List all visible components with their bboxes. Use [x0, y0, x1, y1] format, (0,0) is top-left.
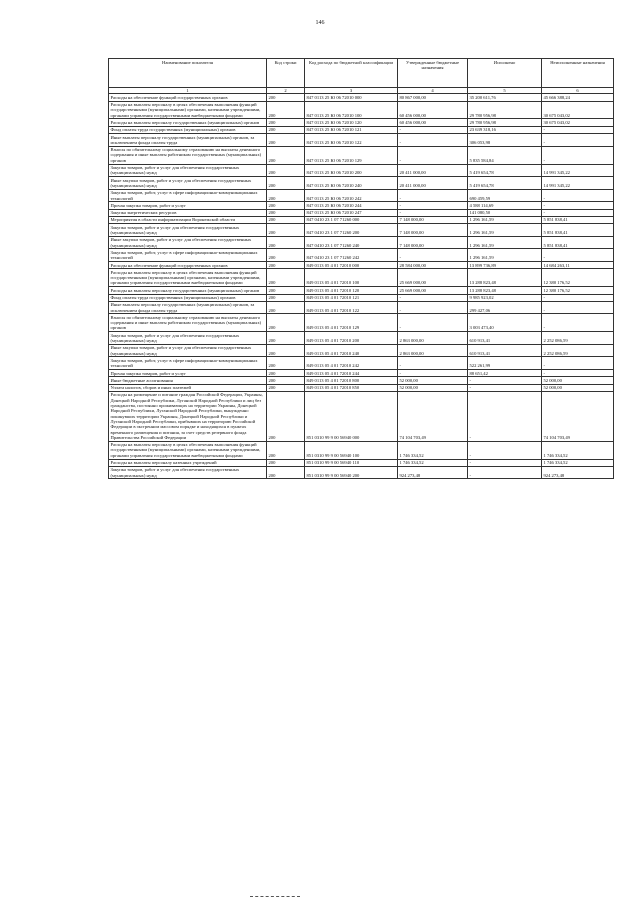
approved-amount-cell: 52 000,00 — [398, 377, 468, 384]
approved-amount-cell: 60 456 000,00 — [398, 101, 468, 119]
approved-amount-cell: - — [398, 294, 468, 301]
classification-code-cell: 847 0113 25 Ю 06 72010 129 — [305, 146, 398, 164]
line-code-cell: 200 — [267, 209, 305, 216]
table-row — [109, 357, 614, 370]
classification-code-cell: 849 0113 05 4 01 72010 100 — [305, 269, 398, 287]
executed-amount-cell: 610 913,41 — [468, 344, 542, 357]
table-row — [109, 146, 614, 164]
classification-code-cell: 847 0113 25 Ю 06 72010 121 — [305, 126, 398, 133]
line-code-cell: 200 — [267, 164, 305, 177]
approved-amount-cell: 7 148 000,00 — [398, 216, 468, 223]
indicator-name-cell: Взносы по обязательному социальному страхованию на выплаты денежного содержания и иные выплаты работникам государственных (муниципальных) органов — [109, 314, 267, 332]
classification-code-cell: 847 0410 23 1 07 71260 242 — [305, 249, 398, 262]
table-body — [109, 94, 614, 479]
classification-code-cell: 849 0113 05 4 01 72010 800 — [305, 377, 398, 384]
table-row — [109, 189, 614, 202]
indicator-name-cell: Закупка товаров, работ и услуг для обеспечения государственных (муниципальных) нужд — [109, 466, 267, 479]
table-row — [109, 177, 614, 190]
table-row — [109, 236, 614, 249]
line-code-cell: 200 — [267, 189, 305, 202]
line-code-cell: 200 — [267, 301, 305, 314]
indicator-name-cell: Расходы на выплаты персоналу государственных (муниципальных) органов — [109, 287, 267, 294]
remaining-amount-cell: 1 746 334,52 — [542, 459, 614, 466]
line-code-cell: 200 — [267, 269, 305, 287]
indicator-name-cell: Прочая закупка товаров, работ и услуг — [109, 370, 267, 377]
remaining-amount-cell: - — [542, 209, 614, 216]
remaining-amount-cell: - — [542, 189, 614, 202]
remaining-amount-cell: 12 380 176,52 — [542, 287, 614, 294]
line-code-cell: 200 — [267, 146, 305, 164]
remaining-amount-cell: 52 000,00 — [542, 384, 614, 391]
approved-amount-cell: 7 148 000,00 — [398, 224, 468, 237]
executed-amount-cell: 141 080,50 — [468, 209, 542, 216]
classification-code-cell: 851 0310 99 9 00 56940 100 — [305, 441, 398, 459]
line-code-cell: 200 — [267, 287, 305, 294]
indicator-name-cell: Иные выплаты персоналу государственных (муниципальных) органов, за исключением фонда оплаты труда — [109, 301, 267, 314]
column-index: 3 — [305, 88, 398, 94]
line-code-cell: 200 — [267, 332, 305, 345]
column-index: 1 — [109, 88, 267, 94]
executed-amount-cell: 3 003 473,40 — [468, 314, 542, 332]
table-row — [109, 344, 614, 357]
line-code-cell: 200 — [267, 236, 305, 249]
classification-code-cell: 849 0113 05 4 01 72010 244 — [305, 370, 398, 377]
indicator-name-cell: Фонд оплаты труда государственных (муниципальных) органов — [109, 294, 267, 301]
table-row — [109, 332, 614, 345]
executed-amount-cell: 299 427,06 — [468, 301, 542, 314]
table-row — [109, 466, 614, 479]
executed-amount-cell: 13 288 823,48 — [468, 287, 542, 294]
approved-amount-cell: - — [398, 301, 468, 314]
approved-amount-cell: 60 456 000,00 — [398, 119, 468, 126]
table-row — [109, 101, 614, 119]
approved-amount-cell: - — [398, 134, 468, 147]
indicator-name-cell: Закупка товаров, работ, услуг в сфере информационно-коммуникационных технологий — [109, 189, 267, 202]
executed-amount-cell: 29 780 956,98 — [468, 101, 542, 119]
classification-code-cell: 849 0113 05 4 01 72010 850 — [305, 384, 398, 391]
line-code-cell: 200 — [267, 202, 305, 209]
header-approved: Утвержденные бюджетные назначения — [398, 59, 468, 88]
executed-amount-cell: 4 588 114,69 — [468, 202, 542, 209]
approved-amount-cell: 28 584 000,00 — [398, 262, 468, 269]
indicator-name-cell: Закупка товаров, работ и услуг для обеспечения государственных (муниципальных) нужд — [109, 164, 267, 177]
header-budget-classification: Код расхода по бюджетной классификации — [305, 59, 398, 88]
table-row — [109, 294, 614, 301]
approved-amount-cell: 74 104 703,49 — [398, 391, 468, 441]
approved-amount-cell: 20 411 000,00 — [398, 164, 468, 177]
line-code-cell: 200 — [267, 294, 305, 301]
classification-code-cell: 849 0113 05 4 01 72010 129 — [305, 314, 398, 332]
indicator-name-cell: Иные бюджетные ассигнования — [109, 377, 267, 384]
executed-amount-cell: 35 200 611,76 — [468, 94, 542, 101]
executed-amount-cell: 610 913,41 — [468, 332, 542, 345]
classification-code-cell: 849 0113 05 4 01 72010 000 — [305, 262, 398, 269]
table-row — [109, 216, 614, 223]
approved-amount-cell: - — [398, 202, 468, 209]
indicator-name-cell: Мероприятия в области информатизации Воронежской области — [109, 216, 267, 223]
executed-amount-cell: 306 053,98 — [468, 134, 542, 147]
classification-code-cell: 849 0113 05 4 01 72010 122 — [305, 301, 398, 314]
line-code-cell: 200 — [267, 126, 305, 133]
approved-amount-cell: 20 411 000,00 — [398, 177, 468, 190]
table-row — [109, 314, 614, 332]
table-row — [109, 262, 614, 269]
remaining-amount-cell: 924 273,48 — [542, 466, 614, 479]
line-code-cell: 200 — [267, 459, 305, 466]
table-row — [109, 126, 614, 133]
remaining-amount-cell: 14 991 345,22 — [542, 164, 614, 177]
line-code-cell: 200 — [267, 377, 305, 384]
indicator-name-cell: Уплата налогов, сборов и иных платежей — [109, 384, 267, 391]
remaining-amount-cell: - — [542, 357, 614, 370]
table-header-row — [109, 59, 614, 88]
line-code-cell: 200 — [267, 224, 305, 237]
remaining-amount-cell: 30 675 043,02 — [542, 119, 614, 126]
executed-amount-cell: 13 288 823,48 — [468, 269, 542, 287]
line-code-cell: 200 — [267, 94, 305, 101]
header-line-code: Код строки — [267, 59, 305, 88]
table-row — [109, 391, 614, 441]
indicator-name-cell: Иные закупки товаров, работ и услуг для обеспечения государственных (муниципальных) нужд — [109, 344, 267, 357]
footer-divider — [250, 896, 300, 897]
classification-code-cell: 847 0113 25 Ю 06 72010 122 — [305, 134, 398, 147]
line-code-cell: 200 — [267, 314, 305, 332]
executed-amount-cell: - — [468, 377, 542, 384]
indicator-name-cell: Иные выплаты персоналу государственных (муниципальных) органов, за исключением фонда оплаты труда — [109, 134, 267, 147]
classification-code-cell: 851 0310 99 9 00 56940 000 — [305, 391, 398, 441]
executed-amount-cell: 1 296 161,59 — [468, 249, 542, 262]
indicator-name-cell: Фонд оплаты труда государственных (муниципальных) органов — [109, 126, 267, 133]
remaining-amount-cell: - — [542, 249, 614, 262]
classification-code-cell: 849 0113 05 4 01 72010 121 — [305, 294, 398, 301]
indicator-name-cell: Закупка товаров, работ и услуг для обеспечения государственных (муниципальных) нужд — [109, 332, 267, 345]
remaining-amount-cell: 5 851 838,41 — [542, 216, 614, 223]
executed-amount-cell: - — [468, 466, 542, 479]
approved-amount-cell: - — [398, 314, 468, 332]
indicator-name-cell: Иные закупки товаров, работ и услуг для обеспечения государственных (муниципальных) нужд — [109, 236, 267, 249]
classification-code-cell: 847 0113 25 Ю 06 72010 247 — [305, 209, 398, 216]
table-row — [109, 269, 614, 287]
page-number: 146 — [315, 20, 325, 26]
remaining-amount-cell: - — [542, 202, 614, 209]
indicator-name-cell: Взносы по обязательному социальному страхованию на выплаты денежного содержания и иные выплаты работникам государственных (муниципальных) органов — [109, 146, 267, 164]
line-code-cell: 200 — [267, 262, 305, 269]
remaining-amount-cell: 14 991 345,22 — [542, 177, 614, 190]
table-row — [109, 441, 614, 459]
executed-amount-cell: 23 639 318,16 — [468, 126, 542, 133]
table-row — [109, 134, 614, 147]
header-remaining: Неисполненные назначения — [542, 59, 614, 88]
line-code-cell: 200 — [267, 101, 305, 119]
indicator-name-cell: Закупка товаров, работ и услуг для обеспечения государственных (муниципальных) нужд — [109, 224, 267, 237]
remaining-amount-cell: 5 851 838,41 — [542, 224, 614, 237]
executed-amount-cell: 690 459,59 — [468, 189, 542, 202]
approved-amount-cell: - — [398, 189, 468, 202]
executed-amount-cell: - — [468, 384, 542, 391]
approved-amount-cell: 2 863 000,00 — [398, 332, 468, 345]
classification-code-cell: 851 0310 99 9 00 56940 200 — [305, 466, 398, 479]
header-executed: Исполнено — [468, 59, 542, 88]
line-code-cell: 200 — [267, 370, 305, 377]
indicator-name-cell: Расходы на выплаты персоналу в целях обеспечения выполнения функций государственными (муниципальными) органами, казенными учреждениями, органами управления государственными внебюджетными фондами — [109, 269, 267, 287]
executed-amount-cell: - — [468, 459, 542, 466]
column-index: 6 — [542, 88, 614, 94]
executed-amount-cell: 9 985 923,02 — [468, 294, 542, 301]
remaining-amount-cell: 30 675 043,02 — [542, 101, 614, 119]
table-row — [109, 94, 614, 101]
executed-amount-cell: 522 261,99 — [468, 357, 542, 370]
executed-amount-cell: 5 419 654,78 — [468, 177, 542, 190]
table-row — [109, 287, 614, 294]
remaining-amount-cell: 52 000,00 — [542, 377, 614, 384]
executed-amount-cell: 1 296 161,59 — [468, 224, 542, 237]
column-index: 5 — [468, 88, 542, 94]
classification-code-cell: 851 0310 99 9 00 56940 110 — [305, 459, 398, 466]
table-row — [109, 224, 614, 237]
remaining-amount-cell: 45 666 388,24 — [542, 94, 614, 101]
remaining-amount-cell: 1 746 334,52 — [542, 441, 614, 459]
approved-amount-cell: 25 669 000,00 — [398, 287, 468, 294]
executed-amount-cell: 88 651,42 — [468, 370, 542, 377]
executed-amount-cell: 1 296 161,59 — [468, 216, 542, 223]
executed-amount-cell: 5 419 654,78 — [468, 164, 542, 177]
remaining-amount-cell: - — [542, 314, 614, 332]
indicator-name-cell: Расходы на обеспечение функций государственных органов — [109, 94, 267, 101]
approved-amount-cell: - — [398, 126, 468, 133]
indicator-name-cell: Расходы на выплаты персоналу в целях обеспечения выполнения функций государственными (муниципальными) органами, казенными учреждениями, органами управления государственными внебюджетными фондами — [109, 101, 267, 119]
line-code-cell: 200 — [267, 249, 305, 262]
table-row — [109, 202, 614, 209]
remaining-amount-cell: 74 104 703,49 — [542, 391, 614, 441]
classification-code-cell: 849 0113 05 4 01 72010 242 — [305, 357, 398, 370]
remaining-amount-cell: - — [542, 370, 614, 377]
approved-amount-cell: 2 863 000,00 — [398, 344, 468, 357]
line-code-cell: 200 — [267, 466, 305, 479]
approved-amount-cell: - — [398, 357, 468, 370]
table-row — [109, 370, 614, 377]
approved-amount-cell: 1 746 334,52 — [398, 441, 468, 459]
classification-code-cell: 849 0113 05 4 01 72010 120 — [305, 287, 398, 294]
classification-code-cell: 847 0113 25 Ю 06 72010 200 — [305, 164, 398, 177]
table-row — [109, 164, 614, 177]
column-index: 4 — [398, 88, 468, 94]
approved-amount-cell: 80 867 000,00 — [398, 94, 468, 101]
line-code-cell: 200 — [267, 441, 305, 459]
remaining-amount-cell: 14 684 263,11 — [542, 262, 614, 269]
approved-amount-cell: 25 669 000,00 — [398, 269, 468, 287]
table-row — [109, 119, 614, 126]
remaining-amount-cell: 5 851 838,41 — [542, 236, 614, 249]
remaining-amount-cell: - — [542, 301, 614, 314]
line-code-cell: 200 — [267, 134, 305, 147]
classification-code-cell: 849 0113 05 4 01 72010 200 — [305, 332, 398, 345]
approved-amount-cell: 1 746 334,52 — [398, 459, 468, 466]
classification-code-cell: 847 0113 25 Ю 06 72010 100 — [305, 101, 398, 119]
approved-amount-cell: 52 000,00 — [398, 384, 468, 391]
classification-code-cell: 847 0410 23 1 07 71260 200 — [305, 224, 398, 237]
column-index: 2 — [267, 88, 305, 94]
line-code-cell: 200 — [267, 177, 305, 190]
indicator-name-cell: Прочая закупка товаров, работ и услуг — [109, 202, 267, 209]
budget-execution-table — [108, 58, 614, 479]
indicator-name-cell: Расходы на выплаты персоналу казенных учреждений — [109, 459, 267, 466]
indicator-name-cell: Закупка товаров, работ, услуг в сфере информационно-коммуникационных технологий — [109, 357, 267, 370]
approved-amount-cell: - — [398, 370, 468, 377]
executed-amount-cell: 29 780 956,98 — [468, 119, 542, 126]
executed-amount-cell: - — [468, 391, 542, 441]
indicator-name-cell: Расходы на обеспечение функций государственных органов — [109, 262, 267, 269]
remaining-amount-cell: 2 252 086,59 — [542, 332, 614, 345]
remaining-amount-cell: 12 380 176,52 — [542, 269, 614, 287]
classification-code-cell: 847 0113 25 Ю 06 72010 120 — [305, 119, 398, 126]
remaining-amount-cell: - — [542, 126, 614, 133]
executed-amount-cell: 13 899 736,89 — [468, 262, 542, 269]
table-row — [109, 459, 614, 466]
table-row — [109, 384, 614, 391]
table-row — [109, 209, 614, 216]
approved-amount-cell: 924 273,48 — [398, 466, 468, 479]
remaining-amount-cell: - — [542, 134, 614, 147]
approved-amount-cell: - — [398, 146, 468, 164]
executed-amount-cell: 1 296 161,59 — [468, 236, 542, 249]
approved-amount-cell: - — [398, 249, 468, 262]
approved-amount-cell: - — [398, 209, 468, 216]
indicator-name-cell: Иные закупки товаров, работ и услуг для обеспечения государственных (муниципальных) нужд — [109, 177, 267, 190]
approved-amount-cell: 7 148 000,00 — [398, 236, 468, 249]
indicator-name-cell: Расходы на размещение и питание граждан Российской Федерации, Украины, Донецкой Народной Республики, Луганской Народной Республики и лиц без гражданства, постоянно проживающих на территории Украины, Донецкой Народной Республики, Луганской Народной Республики, вынужденно покинувших территории Украины, Донецкой Народной Республики и Луганской Народной Республики, прибывших на территорию Российской Федерации в экстренном массовом порядке и находящихся в пунктах временного размещения и питания, за счет средств резервного фонда Правительства Российской Федерации — [109, 391, 267, 441]
classification-code-cell: 847 0410 23 1 07 71260 240 — [305, 236, 398, 249]
executed-amount-cell: 5 835 584,84 — [468, 146, 542, 164]
remaining-amount-cell: - — [542, 146, 614, 164]
classification-code-cell: 847 0113 25 Ю 06 72010 244 — [305, 202, 398, 209]
line-code-cell: 200 — [267, 216, 305, 223]
classification-code-cell: 849 0113 05 4 01 72010 240 — [305, 344, 398, 357]
classification-code-cell: 847 0113 25 Ю 06 72010 240 — [305, 177, 398, 190]
remaining-amount-cell: - — [542, 294, 614, 301]
line-code-cell: 200 — [267, 119, 305, 126]
classification-code-cell: 847 0113 25 Ю 06 72010 000 — [305, 94, 398, 101]
table-row — [109, 377, 614, 384]
indicator-name-cell: Закупка энергетических ресурсов — [109, 209, 267, 216]
line-code-cell: 200 — [267, 357, 305, 370]
classification-code-cell: 847 0410 23 1 07 71260 000 — [305, 216, 398, 223]
indicator-name-cell: Расходы на выплаты персоналу в целях обеспечения выполнения функций государственными (муниципальными) органами, казенными учреждениями, органами управления государственными внебюджетными фондами — [109, 441, 267, 459]
header-indicator-name: Наименование показателя — [109, 59, 267, 88]
remaining-amount-cell: 2 252 086,59 — [542, 344, 614, 357]
line-code-cell: 200 — [267, 384, 305, 391]
table-row — [109, 301, 614, 314]
line-code-cell: 200 — [267, 391, 305, 441]
indicator-name-cell: Закупка товаров, работ, услуг в сфере информационно-коммуникационных технологий — [109, 249, 267, 262]
classification-code-cell: 847 0113 25 Ю 06 72010 242 — [305, 189, 398, 202]
indicator-name-cell: Расходы на выплаты персоналу государственных (муниципальных) органов — [109, 119, 267, 126]
table-row — [109, 249, 614, 262]
executed-amount-cell: - — [468, 441, 542, 459]
line-code-cell: 200 — [267, 344, 305, 357]
